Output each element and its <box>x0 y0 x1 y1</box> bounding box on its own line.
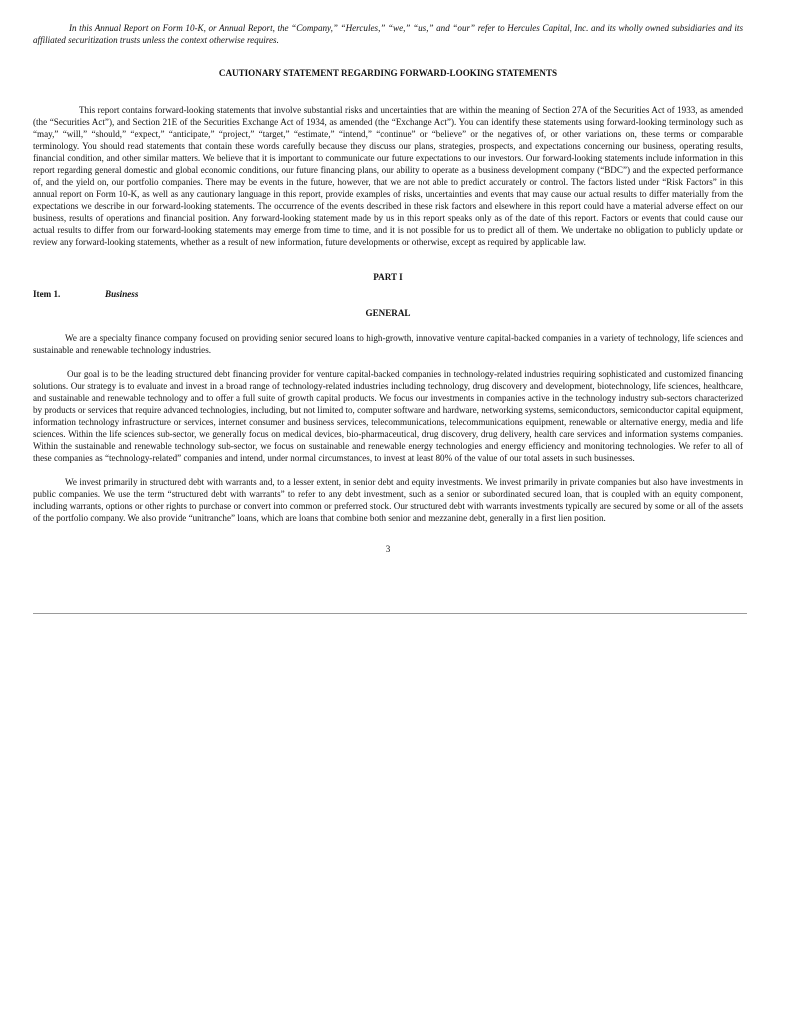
page-number: 3 <box>385 544 391 554</box>
general-paragraph-3: We invest primarily in structured debt with warrants and, to a lesser extent, in senior debt and equity investments. We invest primarily in private companies but also have investments in public companies. We use the term “structured debt with warrants” to refer to any debt investment, such as a senior or subordinated secured loan, that is coupled with an equity component, including warrants, options or other rights to purchase or convert into common or preferred stock. Our structured debt with warrants investments typically are secured by some or all of the assets of the portfolio company. We also provide “unitranche” loans, which are loans that combine both senior and mezzanine debt, generally in a first lien position. <box>33 477 743 523</box>
page-divider <box>33 613 747 614</box>
general-paragraph-2: Our goal is to be the leading structured debt financing provider for venture capital-backed companies in technology-related industries requiring sophisticated and customized financing solutions. Our strategy is to evaluate and invest in a broad range of technology-related industries including technology, drug discovery and development, biotechnology, life sciences, healthcare, and sustainable and renewable technology and to offer a full suite of growth capital products. We focus our investments in companies active in the technology industry sub-sectors characterized by products or services that require advanced technologies, including, but not limited to, computer software and hardware, networking systems, semiconductors, semiconductor capital equipment, information technology infrastructure or services, internet consumer and business services, telecommunications, telecommunications equipment, renewable or alternative energy, media and life sciences. Within the life sciences sub-sector, we generally focus on medical devices, bio-pharmaceutical, drug discovery, drug delivery, health care services and information systems companies. Within the sustainable and renewable technology sub-sector, we focus on sustainable and renewable energy technologies and energy efficiency and monitoring technologies. We refer to all of these companies as “technology-related” companies and intend, under normal circumstances, to invest at least 80% of the value of our total assets in such businesses. <box>33 369 743 463</box>
cautionary-paragraph: This report contains forward-looking statements that involve substantial risks and uncertainties that are within the meaning of Section 27A of the Securities Act of 1933, as amended (the “Securities Act”), and Section 21E of the Securities Exchange Act of 1934, as amended (the “Exchange Act”). You can identify these statements using forward-looking terminology such as “may,” “will,” “should,” “expect,” “anticipate,” “project,” “target,” “estimate,” “intend,” “continue” or “believe” or the negatives of, or other variations on, these terms or comparable terminology. You should read statements that contain these words carefully because they discuss our plans, strategies, prospects, and expectations concerning our business, operating results, financial condition, and other similar matters. We believe that it is important to communicate our future expectations to our investors. Our forward-looking statements include information in this report regarding general domestic and global economic conditions, our future financing plans, our ability to operate as a business development company (“BDC”) and the expected performance of, and the yield on, our portfolio companies. There may be events in the future, however, that we are not able to predict accurately or control. The factors listed under “Risk Factors” in this annual report on Form 10-K, as well as any cautionary language in this report, provide examples of risks, uncertainties and events that may cause our actual results to differ materially from the expectations we describe in our forward-looking statements. The occurrence of the events described in these risk factors and elsewhere in this report could have a material adverse effect on our business, results of operations and financial position. Any forward-looking statement made by us in this report speaks only as of the date of this report. Factors or events that could cause our actual results to differ from our forward-looking statements may emerge from time to time, and it is not possible for us to predict all of them. We undertake no obligation to publicly update or review any forward-looking statements, whether as a result of new information, future developments or otherwise, except as required by applicable law. <box>33 105 743 247</box>
general-paragraph-1: We are a specialty finance company focused on providing senior secured loans to high-growth, innovative venture capital-backed companies in a variety of technology, life sciences and sustainable and renewable technology industries. <box>33 333 743 355</box>
part-heading: PART I <box>373 272 403 282</box>
document-page <box>33 22 743 555</box>
item-title: Business <box>105 289 139 299</box>
item-number: Item 1. <box>33 289 61 299</box>
intro-paragraph: In this Annual Report on Form 10-K, or Annual Report, the “Company,” “Hercules,” “we,” “us,” and “our” refer to Hercules Capital, Inc. and its wholly owned subsidiaries and its affiliated securitization trusts unless the context otherwise requires. <box>33 23 743 45</box>
item-heading <box>33 288 743 300</box>
general-heading: GENERAL <box>365 308 411 318</box>
cautionary-heading: CAUTIONARY STATEMENT REGARDING FORWARD-LOOKING STATEMENTS <box>218 68 558 78</box>
